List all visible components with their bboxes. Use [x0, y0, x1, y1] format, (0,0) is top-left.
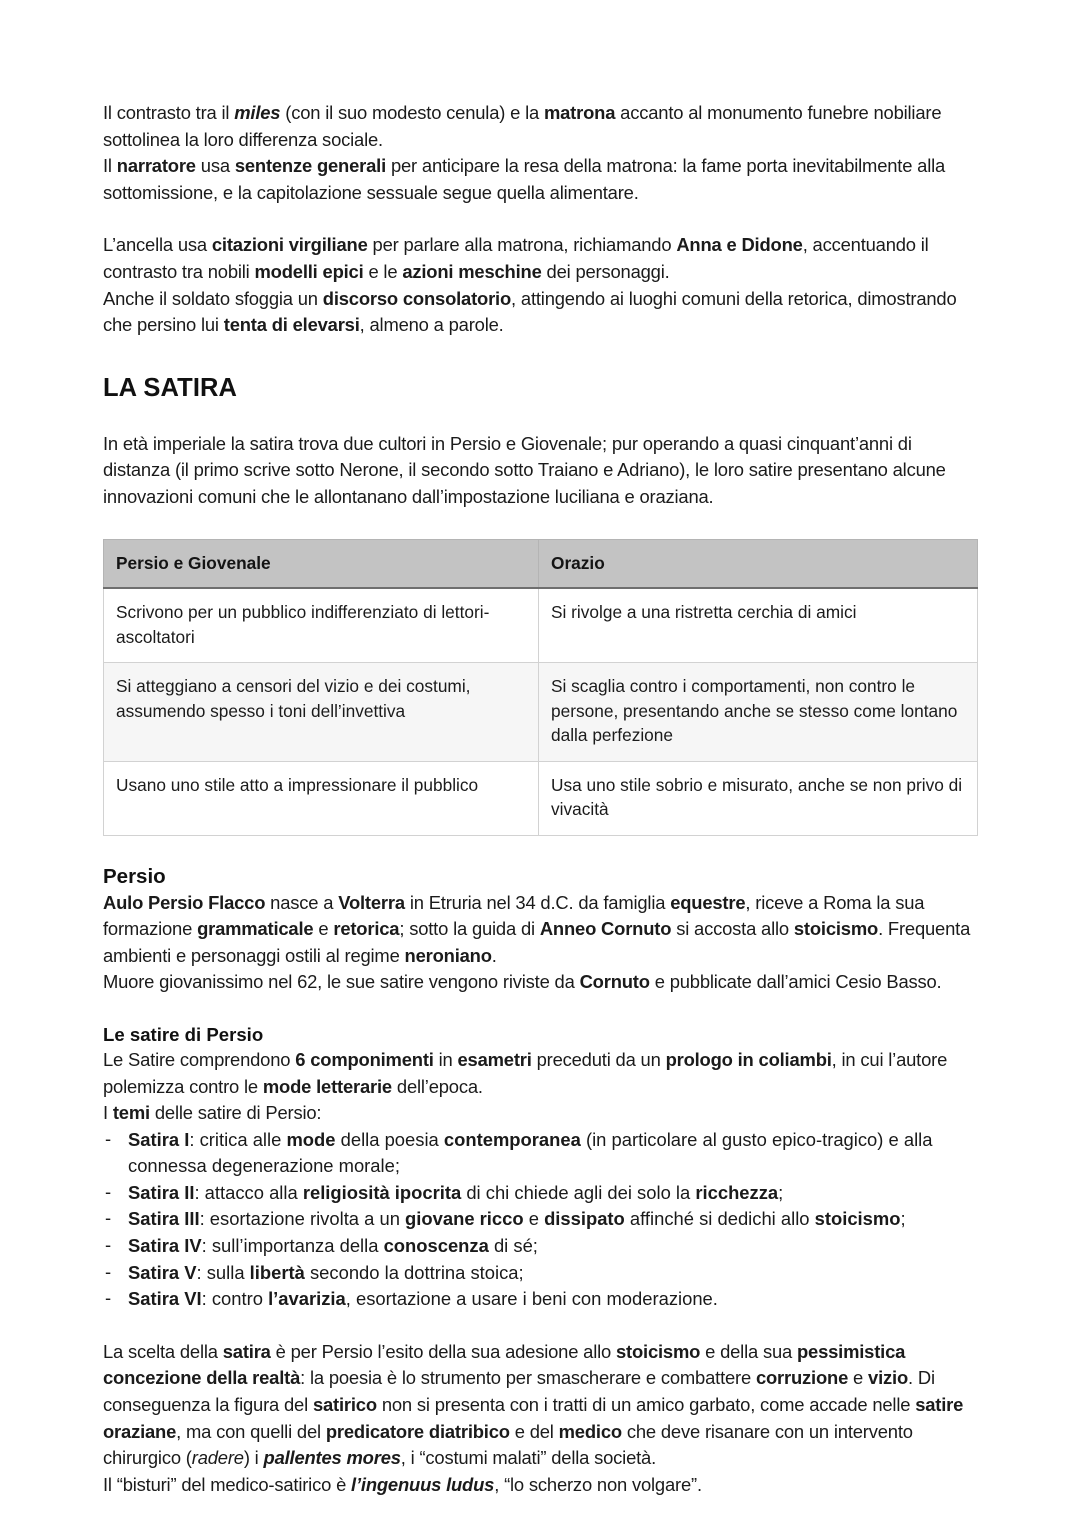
paragraph-line: La scelta della satira è per Persio l’esito della sua adesione allo stoicismo e della sua pessimistica concezione della realtà: la poesia è lo strumento per smascherare e combattere corruzione e vizio. Di conseguenza la figura del satirico non si presenta con i tratti di un amico garbato, come accade nelle satire oraziane, ma con quelli del predicatore diatribico e del medico che deve risanare con un intervento chirurgico (radere) i pallentes mores, i “costumi malati” della società. — [103, 1340, 964, 1469]
list-item-text: : esortazione rivolta a un giovane ricco e dissipato affinché si dedichi allo stoicismo; — [199, 1208, 906, 1230]
paragraph-satire-intro — [103, 1047, 977, 1127]
list-item — [103, 1286, 977, 1313]
list-item-label: Satira V — [128, 1261, 197, 1283]
term-prologo-in-coliambi: prologo in coliambi — [665, 1048, 832, 1070]
term-liberta: libertà — [249, 1261, 305, 1283]
list-item-text: : sull’importanza della conoscenza di sé; — [201, 1235, 538, 1257]
list-item-label: Satira II — [128, 1181, 195, 1203]
term-neroniano: neroniano — [404, 944, 492, 966]
paragraph-miles-matrona — [103, 100, 977, 206]
paragraph-line: Anche il soldato sfoggia un discorso consolatorio, attingendo ai luoghi comuni della retorica, dimostrando che persino lui tenta di elevarsi, almeno a parole. — [103, 287, 957, 336]
paragraph-line: Il narratore usa sentenze generali per anticipare la resa della matrona: la fame porta inevitabilmente alla sottomissione, e la capitolazione sessuale segue quella alimentare. — [103, 155, 946, 203]
heading-spacer — [103, 403, 977, 431]
subsection-title-persio: Persio — [103, 864, 166, 888]
document-body — [103, 100, 977, 1498]
term-conoscenza: conoscenza — [383, 1235, 489, 1257]
term-sentenze-generali: sentenze generali — [234, 155, 387, 177]
paragraph-line: Aulo Persio Flacco nasce a Volterra in Etruria nel 34 d.C. da famiglia equestre, riceve a Roma la sua formazione grammaticale e retorica; sotto la guida di Anneo Cornuto si accosta allo stoicismo. Frequenta ambienti e personaggi ostili al regime neroniano. — [103, 891, 971, 966]
paragraph-ancella-citazioni — [103, 232, 977, 338]
dash-bullet-icon: - — [105, 1287, 112, 1309]
list-item — [103, 1127, 977, 1180]
paragraph-line: Il contrasto tra il miles (con il suo modesto cenula) e la matrona accanto al monumento funebre nobiliare sottolinea la loro differenza sociale. — [103, 102, 942, 150]
term-tenta-di-elevarsi: tenta di elevarsi — [223, 314, 360, 336]
table-row — [104, 761, 978, 835]
table-header-row — [104, 539, 978, 588]
term-giovane-ricco: giovane ricco — [405, 1208, 524, 1230]
comparison-table — [103, 539, 978, 836]
paragraph-persio-bio — [103, 890, 977, 996]
term-pallentes-mores: pallentes mores — [263, 1447, 401, 1469]
subsection-title-le-satire-di-persio: Le satire di Persio — [103, 1023, 264, 1045]
paragraph-line: Il “bisturi” del medico-satirico è l’ingenuus ludus, “lo scherzo non volgare”. — [103, 1473, 702, 1495]
term-pessimistica-concezione: pessimistica concezione della realtà — [103, 1340, 906, 1389]
term-cornuto: Cornuto — [579, 971, 650, 993]
table-spacer-bottom — [103, 836, 977, 864]
term-dissipato: dissipato — [544, 1208, 625, 1230]
satire-list — [103, 1127, 977, 1313]
term-matrona: matrona — [543, 102, 616, 123]
term-6-componimenti: 6 componimenti — [295, 1048, 434, 1070]
table-cell: Usa uno stile sobrio e misurato, anche se non privo di vivacità — [539, 761, 978, 835]
list-item-text: : critica alle mode della poesia contemporanea (in particolare al gusto epico-tragico) e alla connessa degenerazione morale; — [128, 1128, 933, 1177]
term-volterra: Volterra — [338, 891, 405, 913]
term-azioni-meschine: azioni meschine — [402, 260, 542, 282]
subsection-spacer — [103, 996, 977, 1022]
list-item-text: : attacco alla religiosità ipocrita di chi chiede agli dei solo la ricchezza; — [194, 1181, 784, 1203]
term-stoicismo-2: stoicismo — [616, 1340, 701, 1362]
term-vizio: vizio — [868, 1367, 908, 1389]
section-intro-paragraph: In età imperiale la satira trova due cultori in Persio e Giovenale; pur operando a quasi cinquant’anni di distanza (il primo scrive sotto Nerone, il secondo sotto Traiano e Adriano), le loro satire presentano alcune innovazioni comuni che le allontanano dall’impostazione luciliana e oraziana. — [103, 432, 946, 507]
list-item-label: Satira IV — [128, 1235, 202, 1257]
term-stoicismo-3: stoicismo — [814, 1208, 901, 1230]
term-narratore: narratore — [116, 155, 196, 177]
list-item-label: Satira I — [128, 1128, 190, 1150]
list-item — [103, 1180, 977, 1207]
term-avarizia: l’avarizia — [268, 1288, 346, 1310]
table-row — [104, 663, 978, 762]
dash-bullet-icon: - — [105, 1234, 112, 1256]
term-grammaticale: grammaticale — [197, 918, 314, 940]
term-retorica: retorica — [333, 918, 400, 940]
term-corruzione: corruzione — [755, 1367, 849, 1389]
term-ingenuus-ludus: l’ingenuus ludus — [351, 1473, 495, 1495]
term-religiosita-ipocrita: religiosità ipocrita — [302, 1181, 462, 1203]
term-ricchezza: ricchezza — [695, 1181, 779, 1203]
table-header-cell-persio-giovenale: Persio e Giovenale — [104, 539, 539, 588]
term-satirico: satirico — [312, 1394, 377, 1416]
table-spacer-top — [103, 511, 977, 539]
term-stoicismo: stoicismo — [793, 918, 879, 940]
paragraph-line: Muore giovanissimo nel 62, le sue satire vengono riviste da Cornuto e pubblicate dall’amici Cesio Basso. — [103, 971, 942, 993]
table-cell: Si atteggiano a censori del vizio e dei costumi, assumendo spesso i toni dell’invettiva — [104, 663, 539, 762]
term-predicatore-diatribico: predicatore diatribico — [325, 1420, 510, 1442]
list-item — [103, 1260, 977, 1287]
table-row — [104, 588, 978, 663]
term-satira: satira — [222, 1340, 271, 1362]
term-anneo-cornuto: Anneo Cornuto — [539, 918, 672, 940]
dash-bullet-icon: - — [105, 1260, 112, 1282]
dash-bullet-icon: - — [105, 1127, 112, 1149]
table-cell: Si scaglia contro i comportamenti, non contro le persone, presentando anche se stesso come lontano dalla perfezione — [539, 663, 978, 762]
section-spacer — [103, 339, 977, 373]
paragraph-line: L’ancella usa citazioni virgiliane per parlare alla matrona, richiamando Anna e Didone, accentuando il contrasto tra nobili modelli epici e le azioni meschine dei personaggi. — [103, 234, 929, 282]
term-mode-letterarie: mode letterarie — [262, 1075, 392, 1097]
list-item-text: : contro l’avarizia, esortazione a usare i beni con moderazione. — [201, 1288, 718, 1310]
paragraph-line: I temi delle satire di Persio: — [103, 1102, 322, 1124]
term-citazioni-virgiliane: citazioni virgiliane — [211, 234, 368, 256]
term-equestre: equestre — [670, 891, 746, 913]
term-modelli-epici: modelli epici — [254, 260, 364, 282]
list-item-label: Satira III — [128, 1208, 200, 1230]
term-mode: mode — [286, 1128, 336, 1150]
term-contemporanea: contemporanea — [443, 1128, 581, 1150]
section-title-la-satira: LA SATIRA — [103, 373, 238, 402]
term-miles: miles — [234, 102, 281, 123]
term-esametri: esametri — [457, 1048, 532, 1070]
term-temi: temi — [112, 1102, 150, 1124]
term-aulo-persio-flacco: Aulo Persio Flacco — [103, 891, 266, 913]
list-item — [103, 1233, 977, 1260]
term-radere: radere — [191, 1447, 244, 1469]
conclusion-spacer — [103, 1313, 977, 1339]
table-cell: Usano uno stile atto a impressionare il pubblico — [104, 761, 539, 835]
term-satire-oraziane: satire oraziane — [103, 1394, 964, 1442]
list-item — [103, 1206, 977, 1233]
list-item-text: : sulla libertà secondo la dottrina stoica; — [196, 1261, 524, 1283]
term-discorso-consolatorio: discorso consolatorio — [322, 287, 512, 309]
term-anna-didone: Anna e Didone — [676, 234, 803, 256]
paragraph-line: Le Satire comprendono 6 componimenti in esametri preceduti da un prologo in coliambi, in cui l’autore polemizza contro le mode letterarie dell’epoca. — [103, 1048, 948, 1097]
table-header-cell-orazio: Orazio — [539, 539, 978, 588]
list-item-label: Satira VI — [128, 1288, 202, 1310]
table-cell: Scrivono per un pubblico indifferenziato di lettori-ascoltatori — [104, 588, 539, 663]
paragraph-conclusion — [103, 1339, 977, 1499]
table-cell: Si rivolge a una ristretta cerchia di amici — [539, 588, 978, 663]
term-medico: medico — [558, 1420, 622, 1442]
dash-bullet-icon: - — [105, 1207, 112, 1229]
paragraph-spacer — [103, 206, 977, 232]
dash-bullet-icon: - — [105, 1180, 112, 1202]
